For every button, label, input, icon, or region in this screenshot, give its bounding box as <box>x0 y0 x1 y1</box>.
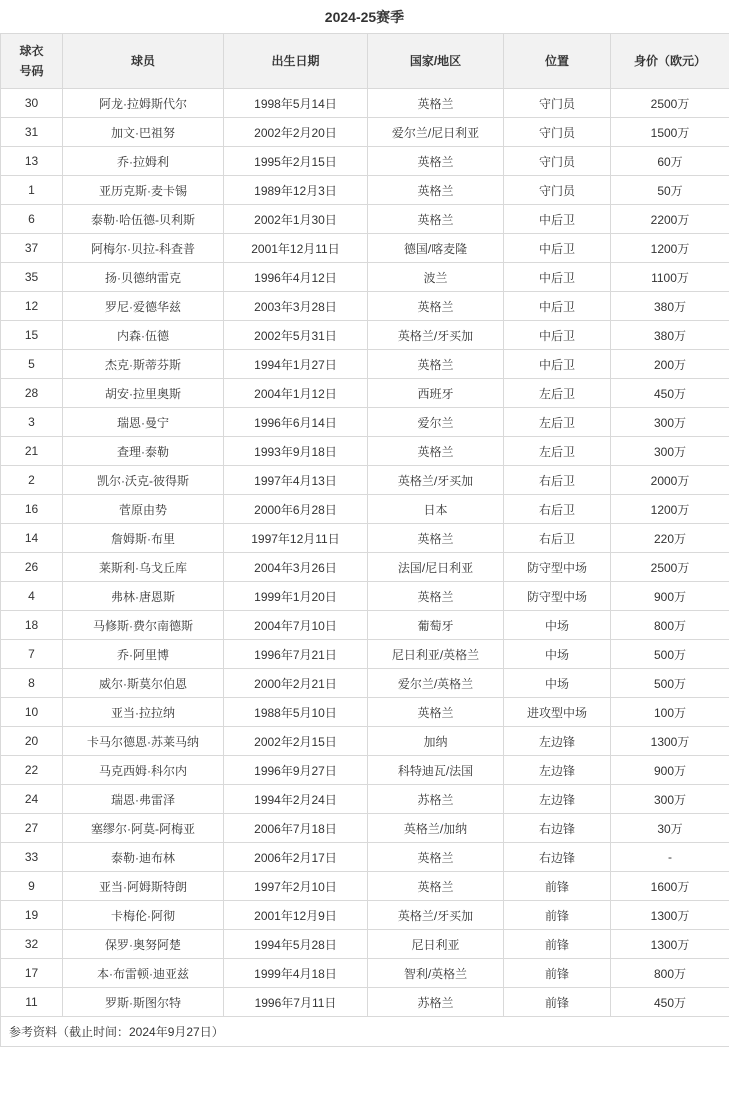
header-position: 位置 <box>504 34 611 89</box>
table-row <box>1 205 729 234</box>
country-cell: 英格兰 <box>368 437 504 466</box>
player-name-cell: 加文·巴祖努 <box>63 118 224 147</box>
position-cell: 左后卫 <box>504 408 611 437</box>
table-row <box>1 843 729 872</box>
player-name-cell: 查理·泰勒 <box>63 437 224 466</box>
position-cell: 右后卫 <box>504 495 611 524</box>
country-cell: 英格兰 <box>368 147 504 176</box>
jersey-number-cell: 18 <box>1 611 63 640</box>
birth-date-cell: 1998年5月14日 <box>224 89 368 118</box>
country-cell: 智利/英格兰 <box>368 959 504 988</box>
value-cell: 1600万 <box>611 872 729 901</box>
table-row <box>1 901 729 930</box>
table-row <box>1 756 729 785</box>
country-cell: 英格兰 <box>368 524 504 553</box>
country-cell: 爱尔兰/英格兰 <box>368 669 504 698</box>
player-name-cell: 保罗·奥努阿楚 <box>63 930 224 959</box>
player-name-cell: 瑞恩·弗雷泽 <box>63 785 224 814</box>
table-row <box>1 553 729 582</box>
country-cell: 英格兰 <box>368 89 504 118</box>
value-cell: 1300万 <box>611 727 729 756</box>
jersey-number-cell: 9 <box>1 872 63 901</box>
country-cell: 英格兰 <box>368 176 504 205</box>
value-cell: 450万 <box>611 379 729 408</box>
player-name-cell: 泰勒·哈伍德-贝利斯 <box>63 205 224 234</box>
position-cell: 守门员 <box>504 176 611 205</box>
position-cell: 前锋 <box>504 988 611 1017</box>
table-row <box>1 814 729 843</box>
country-cell: 爱尔兰 <box>368 408 504 437</box>
birth-date-cell: 1989年12月3日 <box>224 176 368 205</box>
birth-date-cell: 2003年3月28日 <box>224 292 368 321</box>
table-row <box>1 89 729 118</box>
position-cell: 前锋 <box>504 959 611 988</box>
position-cell: 防守型中场 <box>504 553 611 582</box>
player-name-cell: 杰克·斯蒂芬斯 <box>63 350 224 379</box>
header-row <box>1 34 729 89</box>
position-cell: 中场 <box>504 669 611 698</box>
table-row <box>1 263 729 292</box>
table-row <box>1 611 729 640</box>
birth-date-cell: 1997年12月11日 <box>224 524 368 553</box>
position-cell: 前锋 <box>504 872 611 901</box>
value-cell: - <box>611 843 729 872</box>
table-row <box>1 582 729 611</box>
country-cell: 英格兰 <box>368 582 504 611</box>
value-cell: 300万 <box>611 437 729 466</box>
table-row <box>1 321 729 350</box>
country-cell: 英格兰 <box>368 843 504 872</box>
position-cell: 中后卫 <box>504 205 611 234</box>
value-cell: 500万 <box>611 669 729 698</box>
jersey-number-cell: 5 <box>1 350 63 379</box>
player-name-cell: 卡梅伦·阿彻 <box>63 901 224 930</box>
table-row <box>1 176 729 205</box>
table-row <box>1 292 729 321</box>
table-row <box>1 959 729 988</box>
position-cell: 守门员 <box>504 89 611 118</box>
country-cell: 西班牙 <box>368 379 504 408</box>
value-cell: 500万 <box>611 640 729 669</box>
position-cell: 中后卫 <box>504 234 611 263</box>
position-cell: 中后卫 <box>504 263 611 292</box>
birth-date-cell: 2001年12月11日 <box>224 234 368 263</box>
value-cell: 900万 <box>611 582 729 611</box>
value-cell: 1100万 <box>611 263 729 292</box>
value-cell: 300万 <box>611 408 729 437</box>
birth-date-cell: 1997年4月13日 <box>224 466 368 495</box>
position-cell: 左边锋 <box>504 727 611 756</box>
player-name-cell: 弗林·唐恩斯 <box>63 582 224 611</box>
players-body <box>1 89 729 1017</box>
country-cell: 加纳 <box>368 727 504 756</box>
table-row <box>1 727 729 756</box>
position-cell: 中后卫 <box>504 321 611 350</box>
player-name-cell: 瑞恩·曼宁 <box>63 408 224 437</box>
value-cell: 50万 <box>611 176 729 205</box>
jersey-number-cell: 24 <box>1 785 63 814</box>
footer-row <box>1 1017 729 1047</box>
country-cell: 法国/尼日利亚 <box>368 553 504 582</box>
value-cell: 800万 <box>611 959 729 988</box>
country-cell: 英格兰 <box>368 205 504 234</box>
jersey-number-cell: 19 <box>1 901 63 930</box>
position-cell: 左边锋 <box>504 785 611 814</box>
value-cell: 900万 <box>611 756 729 785</box>
player-name-cell: 马克西姆·科尔内 <box>63 756 224 785</box>
player-name-cell: 菅原由势 <box>63 495 224 524</box>
birth-date-cell: 1996年7月11日 <box>224 988 368 1017</box>
table-row <box>1 495 729 524</box>
table-row <box>1 988 729 1017</box>
value-cell: 2000万 <box>611 466 729 495</box>
birth-date-cell: 1994年5月28日 <box>224 930 368 959</box>
value-cell: 2200万 <box>611 205 729 234</box>
country-cell: 日本 <box>368 495 504 524</box>
country-cell: 英格兰/牙买加 <box>368 901 504 930</box>
birth-date-cell: 1997年2月10日 <box>224 872 368 901</box>
table-row <box>1 350 729 379</box>
country-cell: 英格兰/牙买加 <box>368 466 504 495</box>
jersey-number-cell: 1 <box>1 176 63 205</box>
header-value: 身价（欧元） <box>611 34 729 89</box>
value-cell: 450万 <box>611 988 729 1017</box>
birth-date-cell: 1996年4月12日 <box>224 263 368 292</box>
table-row <box>1 379 729 408</box>
birth-date-cell: 2000年6月28日 <box>224 495 368 524</box>
position-cell: 右边锋 <box>504 814 611 843</box>
jersey-number-cell: 10 <box>1 698 63 727</box>
birth-date-cell: 2006年7月18日 <box>224 814 368 843</box>
country-cell: 英格兰 <box>368 872 504 901</box>
player-name-cell: 卡马尔德恩·苏莱马纳 <box>63 727 224 756</box>
player-name-cell: 泰勒·迪布林 <box>63 843 224 872</box>
jersey-number-cell: 37 <box>1 234 63 263</box>
position-cell: 右边锋 <box>504 843 611 872</box>
birth-date-cell: 2002年1月30日 <box>224 205 368 234</box>
jersey-number-cell: 31 <box>1 118 63 147</box>
country-cell: 科特迪瓦/法国 <box>368 756 504 785</box>
player-name-cell: 胡安·拉里奥斯 <box>63 379 224 408</box>
jersey-number-cell: 8 <box>1 669 63 698</box>
player-name-cell: 阿梅尔·贝拉-科查普 <box>63 234 224 263</box>
header-jersey-number <box>1 34 63 89</box>
player-name-cell: 乔·拉姆利 <box>63 147 224 176</box>
birth-date-cell: 2001年12月9日 <box>224 901 368 930</box>
table-row <box>1 872 729 901</box>
value-cell: 1300万 <box>611 930 729 959</box>
value-cell: 300万 <box>611 785 729 814</box>
value-cell: 380万 <box>611 321 729 350</box>
position-cell: 守门员 <box>504 147 611 176</box>
jersey-number-cell: 28 <box>1 379 63 408</box>
table-row <box>1 524 729 553</box>
birth-date-cell: 2002年5月31日 <box>224 321 368 350</box>
jersey-number-cell: 27 <box>1 814 63 843</box>
jersey-number-cell: 17 <box>1 959 63 988</box>
birth-date-cell: 1995年2月15日 <box>224 147 368 176</box>
table-row <box>1 785 729 814</box>
birth-date-cell: 2004年7月10日 <box>224 611 368 640</box>
player-name-cell: 亚当·拉拉纳 <box>63 698 224 727</box>
value-cell: 1300万 <box>611 901 729 930</box>
player-name-cell: 本·布雷顿·迪亚兹 <box>63 959 224 988</box>
country-cell: 苏格兰 <box>368 785 504 814</box>
jersey-number-cell: 16 <box>1 495 63 524</box>
position-cell: 右后卫 <box>504 524 611 553</box>
birth-date-cell: 1994年1月27日 <box>224 350 368 379</box>
player-name-cell: 詹姆斯·布里 <box>63 524 224 553</box>
player-name-cell: 内森·伍德 <box>63 321 224 350</box>
player-name-cell: 莱斯利·乌戈丘库 <box>63 553 224 582</box>
position-cell: 右后卫 <box>504 466 611 495</box>
value-cell: 1200万 <box>611 234 729 263</box>
table-row <box>1 930 729 959</box>
value-cell: 800万 <box>611 611 729 640</box>
player-name-cell: 威尔·斯莫尔伯恩 <box>63 669 224 698</box>
squad-table <box>0 33 729 1047</box>
table-row <box>1 640 729 669</box>
table-row <box>1 669 729 698</box>
value-cell: 60万 <box>611 147 729 176</box>
player-name-cell: 乔·阿里博 <box>63 640 224 669</box>
header-jersey-line2: 号码 <box>19 64 44 78</box>
position-cell: 中场 <box>504 640 611 669</box>
player-name-cell: 塞缪尔·阿莫-阿梅亚 <box>63 814 224 843</box>
value-cell: 1200万 <box>611 495 729 524</box>
player-name-cell: 亚历克斯·麦卡锡 <box>63 176 224 205</box>
position-cell: 前锋 <box>504 930 611 959</box>
birth-date-cell: 2000年2月21日 <box>224 669 368 698</box>
position-cell: 左后卫 <box>504 437 611 466</box>
player-name-cell: 罗斯·斯图尔特 <box>63 988 224 1017</box>
position-cell: 守门员 <box>504 118 611 147</box>
header-country: 国家/地区 <box>368 34 504 89</box>
position-cell: 前锋 <box>504 901 611 930</box>
birth-date-cell: 2004年1月12日 <box>224 379 368 408</box>
value-cell: 200万 <box>611 350 729 379</box>
birth-date-cell: 1999年1月20日 <box>224 582 368 611</box>
header-birth-date: 出生日期 <box>224 34 368 89</box>
birth-date-cell: 2002年2月15日 <box>224 727 368 756</box>
header-player: 球员 <box>63 34 224 89</box>
jersey-number-cell: 33 <box>1 843 63 872</box>
value-cell: 220万 <box>611 524 729 553</box>
jersey-number-cell: 4 <box>1 582 63 611</box>
jersey-number-cell: 2 <box>1 466 63 495</box>
country-cell: 尼日利亚 <box>368 930 504 959</box>
country-cell: 英格兰 <box>368 698 504 727</box>
country-cell: 葡萄牙 <box>368 611 504 640</box>
value-cell: 2500万 <box>611 553 729 582</box>
player-name-cell: 扬·贝德纳雷克 <box>63 263 224 292</box>
jersey-number-cell: 20 <box>1 727 63 756</box>
country-cell: 尼日利亚/英格兰 <box>368 640 504 669</box>
value-cell: 1500万 <box>611 118 729 147</box>
player-name-cell: 阿龙·拉姆斯代尔 <box>63 89 224 118</box>
value-cell: 380万 <box>611 292 729 321</box>
position-cell: 中后卫 <box>504 292 611 321</box>
jersey-number-cell: 35 <box>1 263 63 292</box>
birth-date-cell: 1999年4月18日 <box>224 959 368 988</box>
position-cell: 防守型中场 <box>504 582 611 611</box>
birth-date-cell: 1996年9月27日 <box>224 756 368 785</box>
jersey-number-cell: 26 <box>1 553 63 582</box>
birth-date-cell: 2002年2月20日 <box>224 118 368 147</box>
table-row <box>1 234 729 263</box>
position-cell: 左边锋 <box>504 756 611 785</box>
player-name-cell: 亚当·阿姆斯特朗 <box>63 872 224 901</box>
header-jersey-line1: 球衣 <box>19 44 44 58</box>
birth-date-cell: 2004年3月26日 <box>224 553 368 582</box>
table-row <box>1 698 729 727</box>
birth-date-cell: 1996年6月14日 <box>224 408 368 437</box>
table-row <box>1 466 729 495</box>
country-cell: 英格兰/牙买加 <box>368 321 504 350</box>
birth-date-cell: 1988年5月10日 <box>224 698 368 727</box>
jersey-number-cell: 6 <box>1 205 63 234</box>
position-cell: 左后卫 <box>504 379 611 408</box>
jersey-number-cell: 7 <box>1 640 63 669</box>
value-cell: 30万 <box>611 814 729 843</box>
table-row <box>1 437 729 466</box>
jersey-number-cell: 21 <box>1 437 63 466</box>
position-cell: 进攻型中场 <box>504 698 611 727</box>
birth-date-cell: 1993年9月18日 <box>224 437 368 466</box>
jersey-number-cell: 12 <box>1 292 63 321</box>
country-cell: 苏格兰 <box>368 988 504 1017</box>
value-cell: 2500万 <box>611 89 729 118</box>
jersey-number-cell: 3 <box>1 408 63 437</box>
player-name-cell: 罗尼·爱德华兹 <box>63 292 224 321</box>
page-title: 2024-25赛季 <box>324 8 405 25</box>
birth-date-cell: 2006年2月17日 <box>224 843 368 872</box>
country-cell: 英格兰 <box>368 350 504 379</box>
jersey-number-cell: 32 <box>1 930 63 959</box>
value-cell: 100万 <box>611 698 729 727</box>
jersey-number-cell: 22 <box>1 756 63 785</box>
reference-note: 参考资料（截止时间：2024年9月27日） <box>1 1017 729 1047</box>
birth-date-cell: 1996年7月21日 <box>224 640 368 669</box>
country-cell: 英格兰 <box>368 292 504 321</box>
player-name-cell: 凯尔·沃克-彼得斯 <box>63 466 224 495</box>
table-row <box>1 118 729 147</box>
country-cell: 波兰 <box>368 263 504 292</box>
player-name-cell: 马修斯·费尔南德斯 <box>63 611 224 640</box>
table-row <box>1 408 729 437</box>
country-cell: 英格兰/加纳 <box>368 814 504 843</box>
country-cell: 爱尔兰/尼日利亚 <box>368 118 504 147</box>
jersey-number-cell: 15 <box>1 321 63 350</box>
jersey-number-cell: 13 <box>1 147 63 176</box>
country-cell: 德国/喀麦隆 <box>368 234 504 263</box>
jersey-number-cell: 11 <box>1 988 63 1017</box>
birth-date-cell: 1994年2月24日 <box>224 785 368 814</box>
table-row <box>1 147 729 176</box>
jersey-number-cell: 14 <box>1 524 63 553</box>
position-cell: 中后卫 <box>504 350 611 379</box>
position-cell: 中场 <box>504 611 611 640</box>
jersey-number-cell: 30 <box>1 89 63 118</box>
